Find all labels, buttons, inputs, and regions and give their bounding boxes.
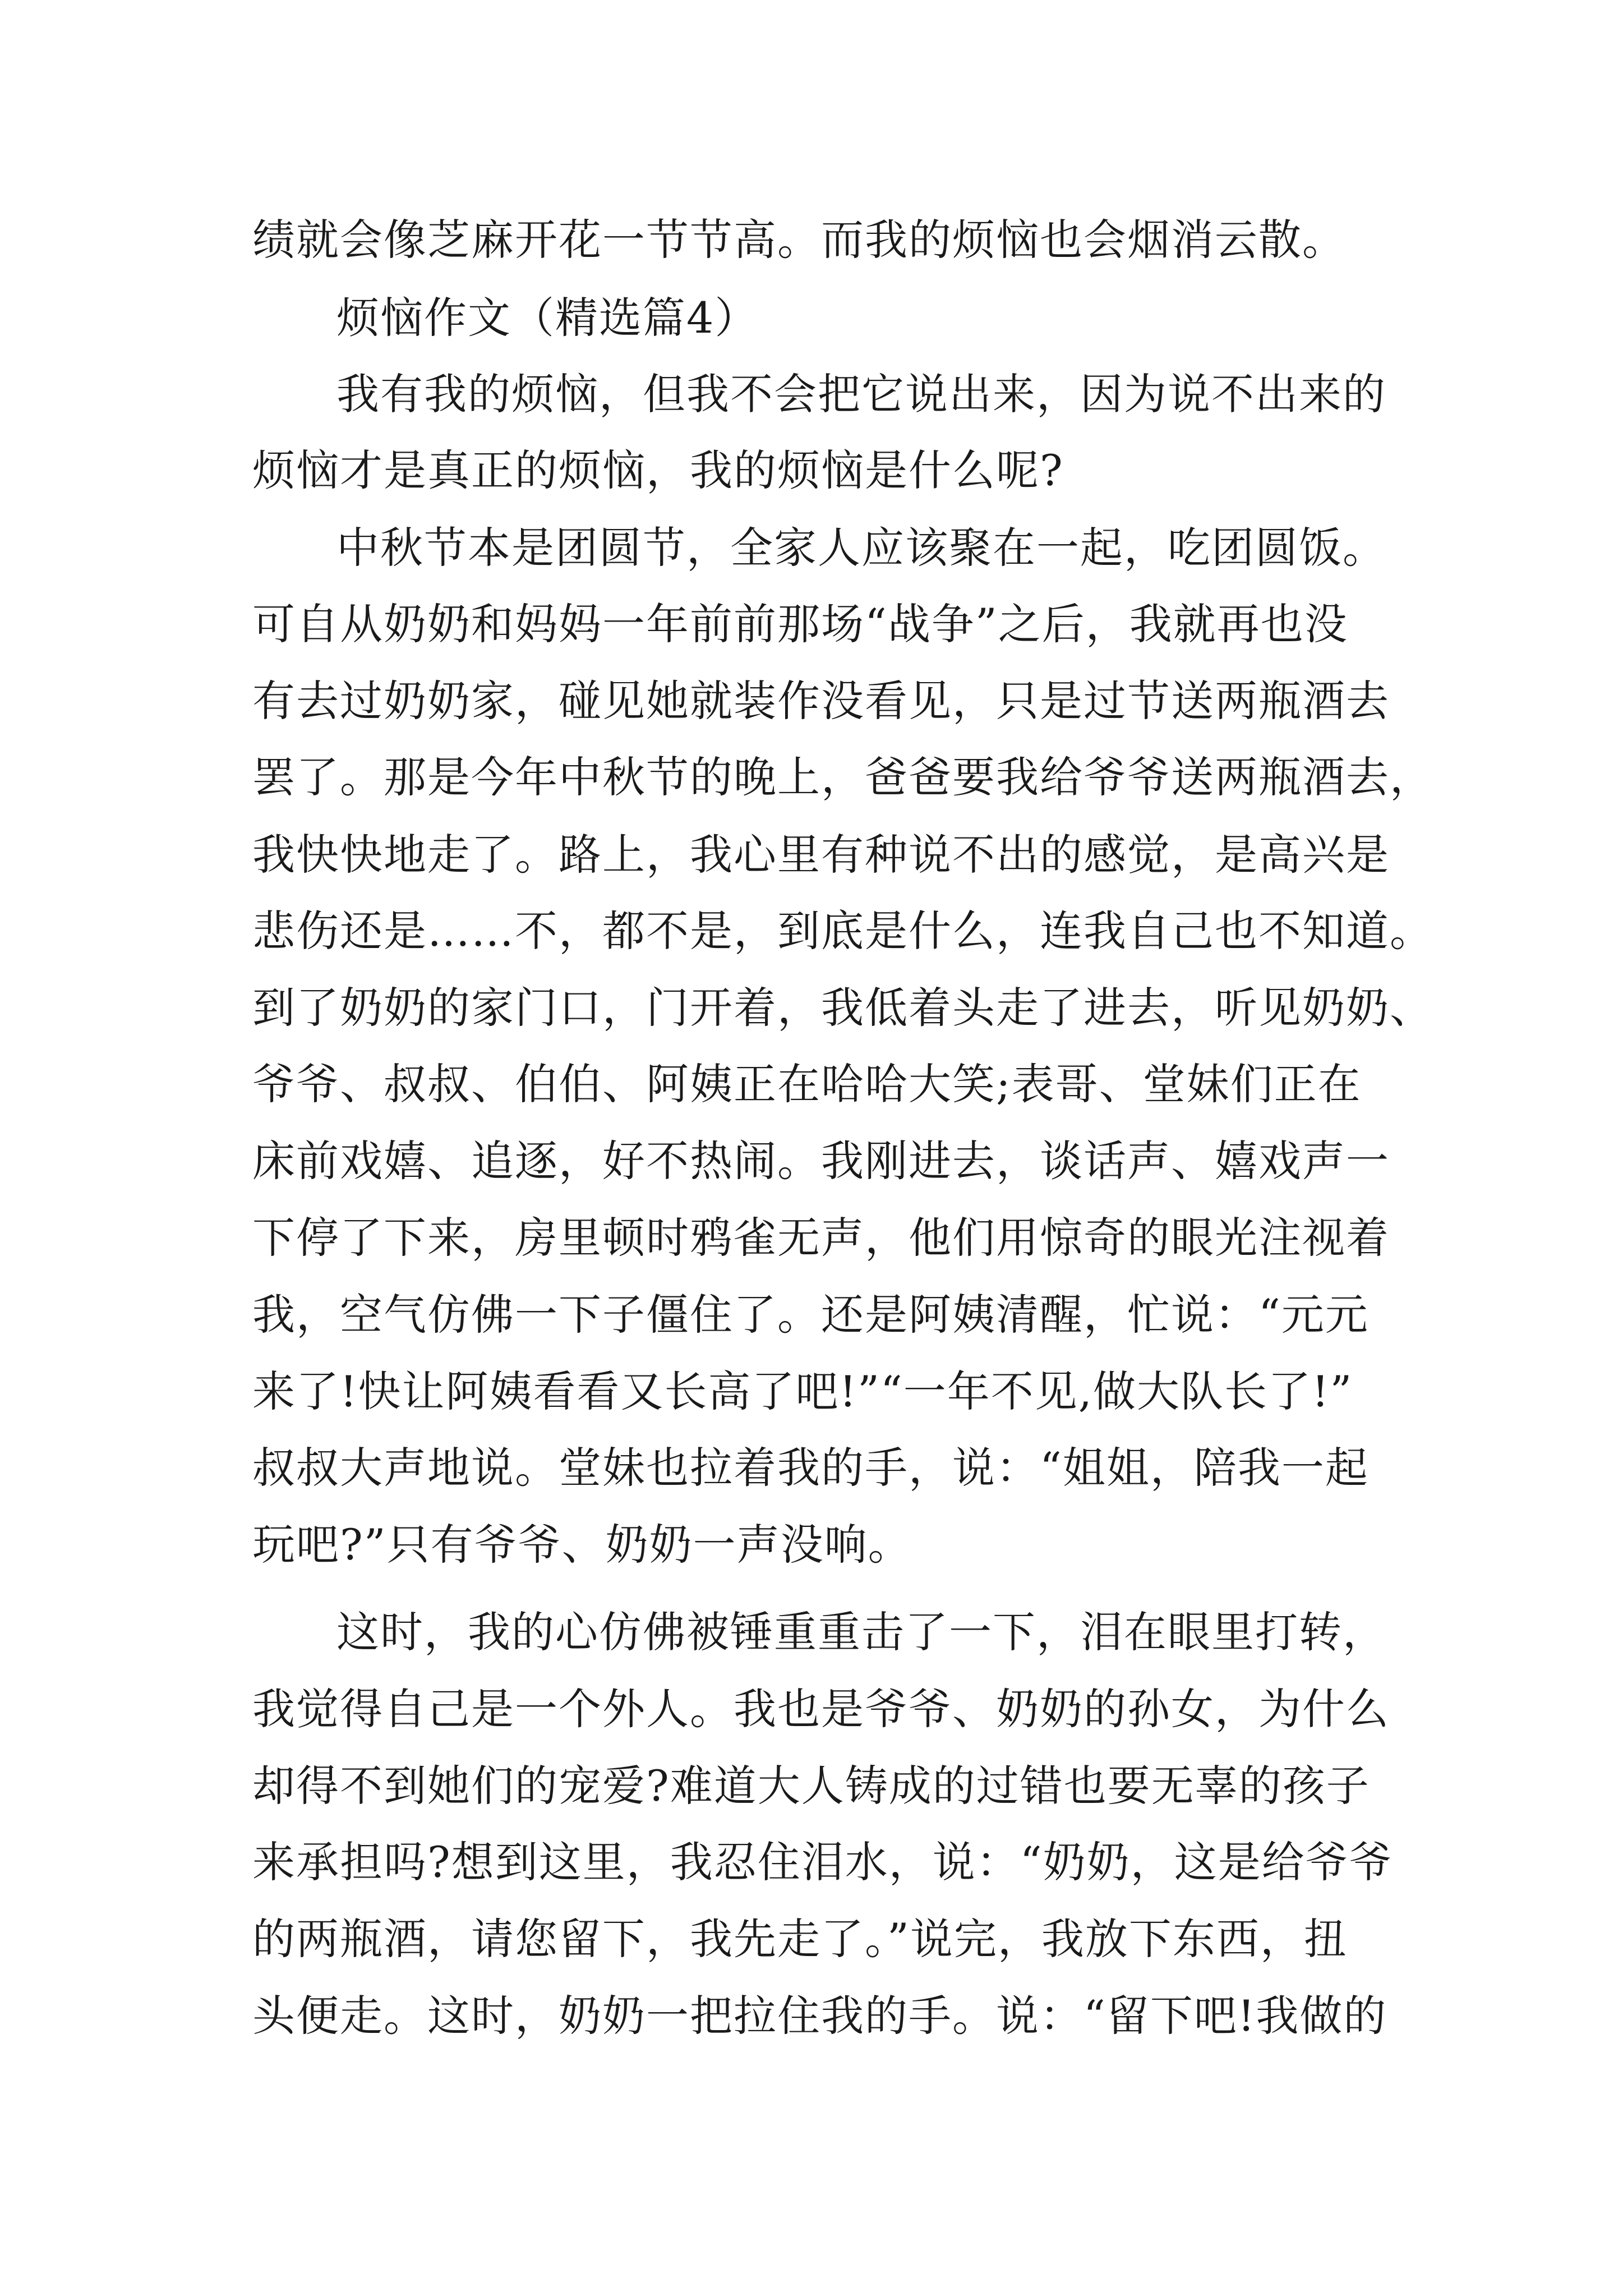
text-line: 罢了。那是今年中秋节的晚上，爸爸要我给爷爷送两瓶酒去， bbox=[252, 752, 1433, 802]
text-line: 我有我的烦恼，但我不会把它说出来，因为说不出来的 bbox=[336, 369, 1386, 419]
text-line: 爷爷、叔叔、伯伯、阿姨正在哈哈大笑;表哥、堂妹们正在 bbox=[252, 1059, 1362, 1109]
text-line: 下停了下来，房里顿时鸦雀无声，他们用惊奇的眼光注视着 bbox=[252, 1213, 1390, 1263]
text-line: 床前戏嬉、追逐，好不热闹。我刚进去，谈话声、嬉戏声一 bbox=[252, 1136, 1390, 1186]
text-line: 烦恼才是真正的烦恼，我的烦恼是什么呢? bbox=[252, 445, 1064, 495]
section-heading: 烦恼作文（精选篇4） bbox=[336, 293, 759, 343]
text-line: 却得不到她们的宠爱?难道大人铸成的过错也要无辜的孩子 bbox=[252, 1761, 1370, 1811]
text-line: 中秋节本是团圆节，全家人应该聚在一起，吃团圆饭。 bbox=[336, 523, 1386, 573]
text-line: 来了!快让阿姨看看又长高了吧!”“一年不见,做大队长了!” bbox=[252, 1366, 1353, 1416]
text-line: 绩就会像芝麻开花一节节高。而我的烦恼也会烟消云散。 bbox=[252, 215, 1346, 265]
text-line: 这时，我的心仿佛被锤重重击了一下，泪在眼里打转， bbox=[336, 1607, 1386, 1657]
text-line: 头便走。这时，奶奶一把拉住我的手。说：“留下吧!我做的 bbox=[252, 1991, 1387, 2041]
text-line: 的两瓶酒，请您留下，我先走了。”说完，我放下东西，扭 bbox=[252, 1914, 1348, 1964]
text-line: 悲伤还是……不，都不是，到底是什么，连我自己也不知道。 bbox=[252, 906, 1433, 956]
text-line: 我，空气仿佛一下子僵住了。还是阿姨清醒，忙说：“元元 bbox=[252, 1290, 1369, 1340]
text-line: 有去过奶奶家，碰见她就装作没看见，只是过节送两瓶酒去 bbox=[252, 676, 1390, 726]
text-line: 叔叔大声地说。堂妹也拉着我的手，说：“姐姐，陪我一起 bbox=[252, 1443, 1369, 1493]
text-line: 我觉得自己是一个外人。我也是爷爷、奶奶的孙女，为什么 bbox=[252, 1684, 1390, 1734]
text-line: 玩吧?”只有爷爷、奶奶一声没响。 bbox=[252, 1520, 912, 1570]
text-line: 到了奶奶的家门口，门开着，我低着头走了进去，听见奶奶、 bbox=[252, 983, 1433, 1033]
text-line: 来承担吗?想到这里，我忍住泪水，说：“奶奶，这是给爷爷 bbox=[252, 1837, 1393, 1887]
text-line: 我快快地走了。路上，我心里有种说不出的感觉，是高兴是 bbox=[252, 830, 1390, 880]
text-line: 可自从奶奶和妈妈一年前前那场“战争”之后，我就再也没 bbox=[252, 599, 1348, 649]
